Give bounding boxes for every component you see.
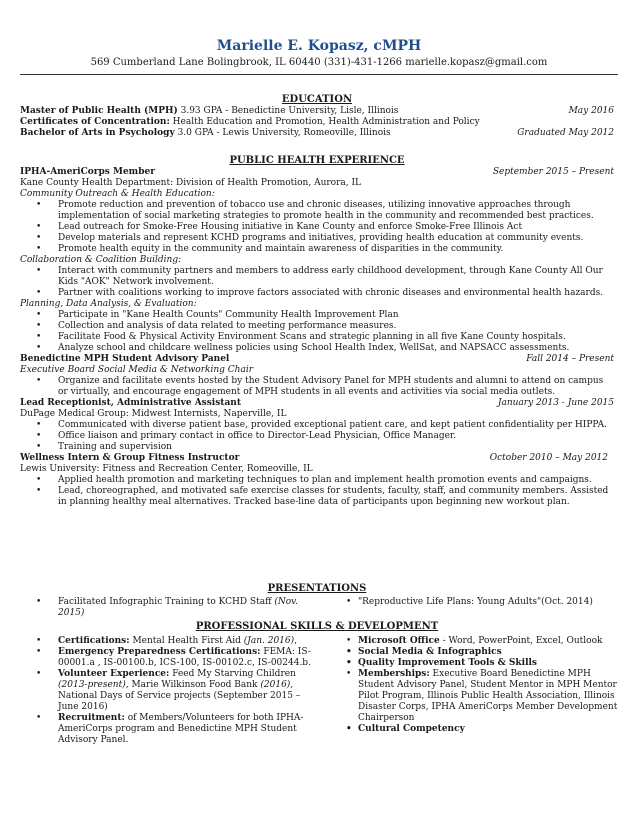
list-item: • Develop materials and represent KCHD programs and initiatives, providing health education at community events. xyxy=(20,233,614,244)
emergency-label: Emergency Preparedness Certifications: xyxy=(58,647,261,657)
list-item xyxy=(20,647,320,669)
wellness-org: Lewis University: Fitness and Recreation Center, Romeoville, IL xyxy=(20,464,313,474)
ipha-outreach-list xyxy=(20,200,614,255)
list-item: • Cultural Competency xyxy=(330,724,620,735)
volunteer-text-1: Feed My Starving Children xyxy=(169,669,296,679)
list-item xyxy=(20,636,320,647)
volunteer-date-2: (2016), xyxy=(260,680,294,690)
ipha-planning-list xyxy=(20,310,614,354)
ipha-subhead-collaboration: Collaboration & Coalition Building: xyxy=(20,255,182,265)
lead-date: January 2013 - June 2015 xyxy=(497,398,614,408)
cert-detail: Health Education and Promotion, Health Administration and Policy xyxy=(169,117,480,127)
list-item xyxy=(330,669,620,724)
list-item: • Lead, choreographed, and motivated safe exercise classes for students, faculty, staff, and community members. Assisted in planning healthy meal alternatives. Tracked base-line data of participants upon beginning new workout plan. xyxy=(20,486,614,508)
bmph-title: Benedictine MPH Student Advisory Panel xyxy=(20,354,230,364)
list-item: • Analyze school and childcare wellness policies using School Health Index, WellSat, and NAPSACC assessments. xyxy=(20,343,614,354)
presentations-left xyxy=(20,597,320,619)
bmph-role: Executive Board Social Media & Networking Chair xyxy=(20,365,254,375)
list-item: • Organize and facilitate events hosted by the Student Advisory Panel for MPH students and alumni to attend on campus or virtually, and encourage engagement of MPH students in all events and activities via social media outlets. xyxy=(20,376,614,398)
emergency-text: FEMA: IS-00001.a , IS-00100.b, ICS-100, IS-00102.c, IS-00244.b. xyxy=(58,647,311,668)
ipha-subhead-planning: Planning, Data Analysis, & Evaluation: xyxy=(20,299,197,309)
ba-detail: 3.0 GPA - Lewis University, Romeoville, Illinois xyxy=(174,128,391,138)
list-item: • Collection and analysis of data related to meeting performance measures. xyxy=(20,321,614,332)
recruitment-label: Recruitment: xyxy=(58,713,125,723)
bmph-date: Fall 2014 – Present xyxy=(526,354,614,364)
certifications-text: Mental Health First Aid xyxy=(129,636,244,646)
skills-left-column xyxy=(20,636,320,746)
list-item: • Social Media & Infographics xyxy=(330,647,620,658)
experience-heading: PUBLIC HEALTH EXPERIENCE xyxy=(229,155,405,166)
mph-label: Master of Public Health (MPH) xyxy=(20,106,178,116)
ipha-collaboration-list xyxy=(20,266,614,299)
wellness-title: Wellness Intern & Group Fitness Instructor xyxy=(20,453,240,463)
contact-info: 569 Cumberland Lane Bolingbrook, IL 60440 (331)-431-1266 marielle.kopasz@gmail.com xyxy=(90,57,548,68)
list-item: • Communicated with diverse patient base, provided exceptional patient care, and kept patient confidentiality per HIPPA. xyxy=(20,420,614,431)
list-item: • "Reproductive Life Plans: Young Adults"(Oct. 2014) xyxy=(330,597,614,608)
volunteer-text-3: National Days of Service projects (September 2015 – June 2016) xyxy=(58,691,301,712)
list-item: • Lead outreach for Smoke-Free Housing initiative in Kane County and enforce Smoke-Free Illinois Act xyxy=(20,222,614,233)
ba-entry xyxy=(20,128,614,139)
volunteer-text-2: Marie Wilkinson Food Bank xyxy=(128,680,261,690)
candidate-name: Marielle E. Kopasz, cMPH xyxy=(216,38,422,54)
lead-header xyxy=(20,398,614,409)
ipha-org: Kane County Health Department: Division of Health Promotion, Aurora, IL xyxy=(20,178,362,188)
education-section xyxy=(20,94,614,139)
recruitment-text: of Members/Volunteers for both IPHA-AmeriCorps program and Benedictine MPH Student Advisory Panel. xyxy=(58,713,304,745)
ipha-header xyxy=(20,167,614,178)
presentation-left-date: (Nov. 2015) xyxy=(58,597,299,618)
wellness-list xyxy=(20,475,614,508)
volunteer-date-1: (2013-present), xyxy=(58,680,129,690)
presentations-right xyxy=(330,597,614,608)
skills-section xyxy=(20,621,618,771)
memberships-text: Executive Board Benedictine MPH Student Advisory Panel, Student Mentor in MPH Mentor Pilot Program, Illinois Public Health Association, Illinois Disaster Corps, IPHA AmeriCorps Member Development Chairperson xyxy=(358,669,618,723)
ipha-subhead-outreach: Community Outreach & Health Education: xyxy=(20,189,215,199)
experience-section xyxy=(20,155,614,508)
presentations-heading: PRESENTATIONS xyxy=(267,583,367,594)
header-divider xyxy=(20,74,618,75)
bmph-header xyxy=(20,354,614,365)
skills-right-column xyxy=(330,636,620,735)
wellness-header xyxy=(20,453,614,464)
lead-list xyxy=(20,420,614,453)
list-item xyxy=(20,669,320,713)
ba-label: Bachelor of Arts in Psychology xyxy=(20,128,175,138)
presentation-left-text: Facilitated Infographic Training to KCHD Staff xyxy=(58,597,275,607)
microsoft-office-label: Microsoft Office xyxy=(358,636,440,646)
list-item: • Interact with community partners and members to address early childhood development, through Kane County All Our Kids "AOK" Network involvement. xyxy=(20,266,614,288)
presentations-section xyxy=(20,583,614,623)
list-item: • Office liaison and primary contact in office to Director-Lead Physician, Office Manager. xyxy=(20,431,614,442)
bmph-list xyxy=(20,376,614,398)
wellness-date: October 2010 – May 2012 xyxy=(489,453,608,463)
mph-date: May 2016 xyxy=(568,106,614,116)
mph-entry xyxy=(20,106,614,117)
list-item: • Partner with coalitions working to improve factors associated with chronic diseases and environmental health hazards. xyxy=(20,288,614,299)
cert-label: Certificates of Concentration: xyxy=(20,117,170,127)
ipha-date: September 2015 – Present xyxy=(492,167,614,177)
volunteer-label: Volunteer Experience: xyxy=(58,669,170,679)
list-item: • Applied health promotion and marketing techniques to plan and implement health promotion events and campaigns. xyxy=(20,475,614,486)
education-heading: EDUCATION xyxy=(281,94,353,105)
cert-entry xyxy=(20,117,614,128)
list-item xyxy=(330,636,620,647)
list-item: • Quality Improvement Tools & Skills xyxy=(330,658,620,669)
ba-date: Graduated May 2012 xyxy=(517,128,614,138)
list-item: • Training and supervision xyxy=(20,442,614,453)
list-item xyxy=(20,713,320,746)
microsoft-office-text: - Word, PowerPoint, Excel, Outlook xyxy=(439,636,603,646)
list-item: • Promote reduction and prevention of tobacco use and chronic diseases, utilizing innovative approaches through implementation of social marketing strategies to promote health in the community and recommended best practices. xyxy=(20,200,614,222)
list-item: • Promote health equity in the community and maintain awareness of disparities in the community. xyxy=(20,244,614,255)
certifications-date: (Jan. 2016) xyxy=(243,636,295,646)
memberships-label: Memberships: xyxy=(358,669,430,679)
list-item: • Facilitate Food & Physical Activity Environment Scans and strategic planning in all five Kane County hospitals. xyxy=(20,332,614,343)
lead-org: DuPage Medical Group: Midwest Internists, Naperville, IL xyxy=(20,409,287,419)
skills-heading: PROFESSIONAL SKILLS & DEVELOPMENT xyxy=(195,621,439,632)
list-item: • Participate in "Kane Health Counts" Community Health Improvement Plan xyxy=(20,310,614,321)
lead-title: Lead Receptionist, Administrative Assistant xyxy=(20,398,241,408)
ipha-title: IPHA-AmeriCorps Member xyxy=(20,167,155,177)
list-item xyxy=(20,597,320,619)
mph-detail: 3.93 GPA - Benedictine University, Lisle, Illinois xyxy=(177,106,399,116)
certifications-end: , xyxy=(294,636,298,646)
certifications-label: Certifications: xyxy=(58,636,130,646)
